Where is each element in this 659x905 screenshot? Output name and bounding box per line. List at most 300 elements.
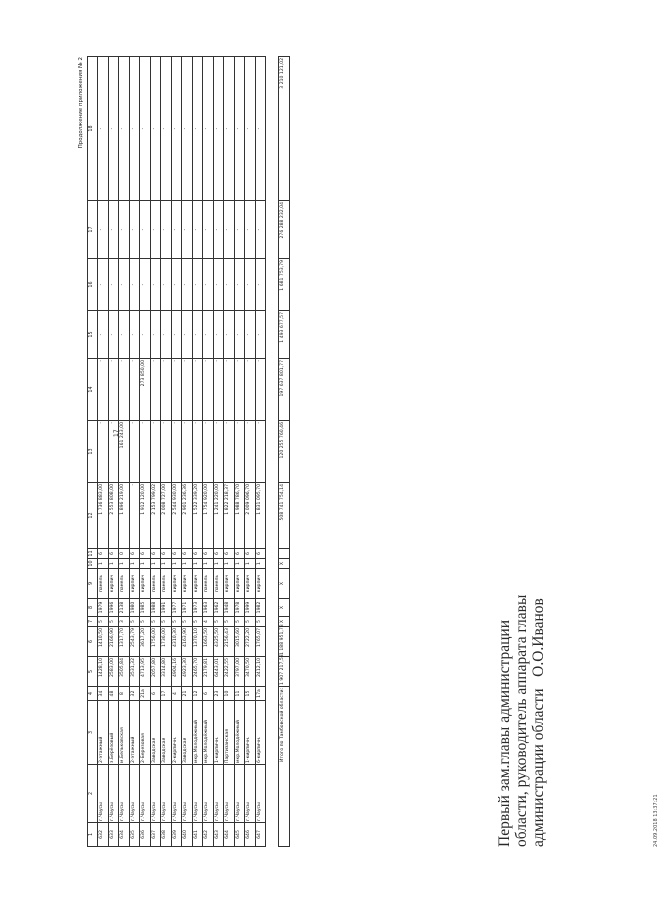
table-cell: 6 <box>255 549 266 559</box>
table-cell: 2583,00 <box>108 657 119 687</box>
table-cell: 5 <box>171 617 182 627</box>
table-cell: 6 <box>129 549 140 559</box>
table-cell: - <box>203 421 214 483</box>
table-cell: 645 <box>234 823 245 847</box>
table-cell: - <box>234 311 245 359</box>
table-cell: - <box>161 311 172 359</box>
table-cell: 17 <box>161 687 172 701</box>
table-cell: з.Берёзовый <box>108 701 119 765</box>
table-cell: 1-кирпичн. <box>245 701 256 765</box>
table-cell: 2 008 727,00 <box>161 483 172 549</box>
table-cell: - <box>213 57 224 201</box>
table-cell: - <box>161 421 172 483</box>
table-cell: кирпич <box>245 569 256 599</box>
table-cell: - <box>171 201 182 259</box>
table-cell: 2465,70 <box>192 657 203 687</box>
table-cell: 4 <box>171 687 182 701</box>
header-cell: 13 <box>88 421 98 483</box>
table-cell: 1978 <box>234 599 245 617</box>
table-cell: 2-этажный <box>129 701 140 765</box>
page-number: 17 <box>113 429 120 437</box>
table-cell: 3505,84 <box>119 657 130 687</box>
table-cell: - <box>203 201 214 259</box>
table-cell: 4713,95 <box>140 657 151 687</box>
table-cell: 1 522 339,20 <box>192 483 203 549</box>
table-cell: кирпич <box>140 569 151 599</box>
table-cell: - <box>98 421 109 483</box>
table-cell: 5 <box>234 617 245 627</box>
table-cell: 5 <box>150 617 161 627</box>
table-cell: - <box>213 421 224 483</box>
table-row <box>150 57 161 847</box>
table-cell: 17а <box>255 687 266 701</box>
table-cell: 4310,30 <box>171 627 182 657</box>
table-cell: кирпич <box>171 569 182 599</box>
table-cell: 1979 <box>98 599 109 617</box>
table-cell: - <box>203 259 214 311</box>
table-cell: 2179,81 <box>203 657 214 687</box>
table-cell: - <box>140 57 151 201</box>
table-cell: - <box>192 57 203 201</box>
header-cell: 1 <box>88 823 98 847</box>
table-cell: - <box>129 201 140 259</box>
total-label: Итого по Тамбовской области: <box>279 687 290 847</box>
table-cell: 5 <box>129 617 140 627</box>
table-cell: - <box>245 359 256 421</box>
table-cell: Заводская <box>161 701 172 765</box>
table-cell: 1 <box>192 559 203 569</box>
table-cell: 6-кирпичн. <box>255 701 266 765</box>
table-cell: 1971 <box>182 599 193 617</box>
header-cell: 4 <box>88 687 98 701</box>
table-cell: 2 009 096,70 <box>245 483 256 549</box>
table-cell: 1 241 220,00 <box>213 483 224 549</box>
table-cell: 6 <box>98 549 109 559</box>
table-cell: 1962 <box>213 599 224 617</box>
table-cell: - <box>161 359 172 421</box>
table-cell: 635 <box>129 823 140 847</box>
table-cell: 6 <box>245 549 256 559</box>
table-cell: - <box>171 421 182 483</box>
table-cell: 1 988 786,70 <box>234 483 245 549</box>
table-cell: - <box>119 311 130 359</box>
table-cell: - <box>171 259 182 311</box>
table-cell: 1973 <box>192 599 203 617</box>
table-cell: 48 <box>108 687 119 701</box>
table-cell: 1410,50 <box>98 627 109 657</box>
table-cell: - <box>129 57 140 201</box>
header-cell: 17 <box>88 201 98 259</box>
header-cell: 12 <box>88 483 98 549</box>
table-cell: - <box>171 359 182 421</box>
table-cell: 34 <box>98 687 109 701</box>
table-cell: - <box>234 359 245 421</box>
table-cell: 3797,00 <box>234 657 245 687</box>
table-cell: - <box>108 359 119 421</box>
table-cell: 1 <box>140 559 151 569</box>
table-cell: 639 <box>171 823 182 847</box>
table-row <box>108 57 119 847</box>
table-cell: 2138 <box>119 599 130 617</box>
table-cell: г.Чаусы <box>119 765 130 823</box>
table-cell: 642 <box>203 823 214 847</box>
table-cell: кирпич <box>234 569 245 599</box>
table-cell: г.Чаусы <box>234 765 245 823</box>
table-cell: кирпич <box>129 569 140 599</box>
total-row <box>279 57 290 847</box>
table-cell: 1 <box>224 559 235 569</box>
table-cell: 6 <box>171 549 182 559</box>
table-cell: панель <box>213 569 224 599</box>
table-cell: 1980 <box>129 599 140 617</box>
table-cell: - <box>129 311 140 359</box>
table-cell: - <box>245 259 256 311</box>
header-cell: 9 <box>88 569 98 599</box>
table-cell: 161 243,00 <box>119 421 130 483</box>
table-cell: г.Чаусы <box>255 765 266 823</box>
table-cell: 5 <box>108 617 119 627</box>
table-cell: 1963 <box>203 599 214 617</box>
table-cell: 2 544 930,00 <box>171 483 182 549</box>
table-cell: - <box>108 57 119 201</box>
table-cell: 1985 <box>140 599 151 617</box>
table-cell: - <box>119 259 130 311</box>
table-cell: - <box>150 359 161 421</box>
table-row <box>161 57 172 847</box>
table-cell: 2057,80 <box>150 657 161 687</box>
table-cell: Заводская <box>182 701 193 765</box>
table-cell: 638 <box>161 823 172 847</box>
table-cell: 633 <box>108 823 119 847</box>
table-cell: 5 <box>140 617 151 627</box>
total-cell: X <box>279 617 290 627</box>
table-cell: - <box>234 259 245 311</box>
table-cell: - <box>192 359 203 421</box>
table-cell: - <box>182 421 193 483</box>
table-cell: - <box>224 311 235 359</box>
table-cell: - <box>255 359 266 421</box>
table-cell: - <box>98 259 109 311</box>
header-cell: 10 <box>88 559 98 569</box>
table-cell: 6 <box>213 549 224 559</box>
table-cell: 1428,10 <box>98 657 109 687</box>
table-cell: - <box>255 259 266 311</box>
table-cell: г.Чаусы <box>171 765 182 823</box>
header-cell: 14 <box>88 359 98 421</box>
table-cell: г.Чаусы <box>224 765 235 823</box>
table-cell: 6 <box>203 687 214 701</box>
table-cell: 2-этажный <box>98 701 109 765</box>
table-cell: Партизанская <box>224 701 235 765</box>
table-cell: г.Чаусы <box>161 765 172 823</box>
table-cell: - <box>129 483 140 549</box>
table-cell: 1996 <box>108 599 119 617</box>
signature-line-3 <box>530 595 547 847</box>
table-cell: 1370,10 <box>192 627 203 657</box>
table-cell: панель <box>150 569 161 599</box>
table-cell: 6 <box>108 549 119 559</box>
table-cell: г.Чаусы <box>98 765 109 823</box>
table-cell: 3314,80 <box>161 657 172 687</box>
table-cell: 6 <box>150 687 161 701</box>
table-cell: 4 <box>203 617 214 627</box>
table-cell: 21а <box>140 687 151 701</box>
table-cell: - <box>224 57 235 201</box>
table-cell: г.Чаусы <box>129 765 140 823</box>
table-row <box>119 57 130 847</box>
table-cell: мкр.Молодёжный <box>203 701 214 765</box>
total-cell: 1 907 217,53 <box>279 657 290 687</box>
table-cell: 1 <box>150 559 161 569</box>
table-cell: 2166,90 <box>108 627 119 657</box>
header-cell: 3 <box>88 701 98 765</box>
header-cell: 7 <box>88 617 98 627</box>
table-cell: - <box>140 201 151 259</box>
table-cell: 1 <box>98 559 109 569</box>
table-cell: 2 901 236,36 <box>182 483 193 549</box>
table-cell: - <box>119 57 130 201</box>
table-cell: кирпич <box>192 569 203 599</box>
table-cell: - <box>234 421 245 483</box>
table-cell: - <box>98 57 109 201</box>
table-cell: 1756,00 <box>150 627 161 657</box>
spacer-row <box>266 57 279 847</box>
header-cell: 16 <box>88 259 98 311</box>
table-row <box>182 57 193 847</box>
table-cell: г.Чаусы <box>213 765 224 823</box>
signature-name: О.О.Иванов <box>530 598 547 677</box>
header-cell: 8 <box>88 599 98 617</box>
table-cell: 6 <box>182 549 193 559</box>
table-cell: - <box>213 201 224 259</box>
table-cell: 1 <box>234 559 245 569</box>
table-cell: панель <box>98 569 109 599</box>
table-cell: - <box>150 57 161 201</box>
table-cell: - <box>224 421 235 483</box>
table-cell: 21 <box>182 687 193 701</box>
table-cell: 4163,90 <box>182 627 193 657</box>
header-cell: 5 <box>88 657 98 687</box>
table-cell: 636 <box>140 823 151 847</box>
table-cell: 273 850,00 <box>140 359 151 421</box>
total-cell: 3 210 121,02 <box>279 57 290 201</box>
table-cell: 5 <box>224 617 235 627</box>
table-cell: - <box>161 57 172 201</box>
table-cell: - <box>108 201 119 259</box>
table-cell: 2156,43 <box>224 627 235 657</box>
table-cell: 5 <box>161 617 172 627</box>
table-cell: - <box>119 359 130 421</box>
table-cell: 2722,20 <box>245 627 256 657</box>
table-cell: 2 153 799,02 <box>150 483 161 549</box>
table-cell: - <box>150 259 161 311</box>
table-cell: - <box>108 259 119 311</box>
table-cell: - <box>234 57 245 201</box>
table-cell: - <box>182 311 193 359</box>
table-cell: мкр.Молодёжный <box>192 701 203 765</box>
table-cell: 6 <box>224 549 235 559</box>
table-row <box>255 57 266 847</box>
table-cell: 8 <box>119 687 130 701</box>
table-cell: 4325,50 <box>213 627 224 657</box>
table-cell: - <box>245 421 256 483</box>
table-cell: 1317,70 <box>119 627 130 657</box>
table-cell: - <box>140 311 151 359</box>
table-cell: - <box>98 201 109 259</box>
table-cell: 643 <box>213 823 224 847</box>
table-cell: 1 <box>161 559 172 569</box>
table-row <box>234 57 245 847</box>
table-cell: 1 754 920,00 <box>203 483 214 549</box>
table-cell: - <box>182 359 193 421</box>
table-cell: - <box>161 201 172 259</box>
table-cell: 10 <box>224 687 235 701</box>
table-cell: 1 896 219,00 <box>119 483 130 549</box>
table-cell: 3531,32 <box>129 657 140 687</box>
table-cell: - <box>255 57 266 201</box>
table-row <box>140 57 151 847</box>
table-cell: - <box>182 57 193 201</box>
table-row <box>213 57 224 847</box>
table-cell: - <box>245 57 256 201</box>
table-cell: - <box>224 359 235 421</box>
table-cell: - <box>171 57 182 201</box>
table-cell: 6 <box>150 549 161 559</box>
header-cell: 11 <box>88 549 98 559</box>
table-cell: - <box>119 201 130 259</box>
total-cell: 1 188 951,78 <box>279 627 290 657</box>
table-cell: 1 831 095,70 <box>255 483 266 549</box>
table-cell: - <box>98 311 109 359</box>
table-cell: мкр.Молодёжный <box>234 701 245 765</box>
table-cell: - <box>182 259 193 311</box>
table-cell: - <box>108 421 119 483</box>
total-cell: X <box>279 569 290 599</box>
total-cell: 508 741 754,14 <box>279 483 290 549</box>
table-cell: 6 <box>234 549 245 559</box>
table-cell: 15 <box>245 687 256 701</box>
table-cell: 6 <box>192 549 203 559</box>
table-cell: 1 <box>108 559 119 569</box>
signature-line-2: области, руководитель аппарата главы <box>513 594 530 847</box>
total-cell: X <box>279 559 290 569</box>
table-cell: 5 <box>192 617 203 627</box>
table-cell: 11 <box>234 687 245 701</box>
table-cell: 644 <box>224 823 235 847</box>
table-cell: г.Чаусы <box>182 765 193 823</box>
total-cell <box>279 549 290 559</box>
table-cell: 1-кирпичн. <box>213 701 224 765</box>
table-cell: 1982 <box>255 599 266 617</box>
table-cell: - <box>129 259 140 311</box>
total-cell: 276 288 232,04 <box>279 201 290 259</box>
table-cell: 5 <box>245 617 256 627</box>
table-cell: - <box>182 201 193 259</box>
table-cell: - <box>192 201 203 259</box>
table-cell: 1977 <box>171 599 182 617</box>
table-cell: г.Чаусы <box>203 765 214 823</box>
table-cell: 3015,60 <box>234 627 245 657</box>
table-cell: г.Чаусы <box>108 765 119 823</box>
table-cell: Заводская <box>150 701 161 765</box>
table-cell: 640 <box>182 823 193 847</box>
table-cell: - <box>245 311 256 359</box>
table-cell: 6 <box>161 549 172 559</box>
table-cell: - <box>192 311 203 359</box>
table-cell: - <box>203 57 214 201</box>
table-cell: - <box>245 201 256 259</box>
header-cell: 2 <box>88 765 98 823</box>
table-cell: - <box>224 201 235 259</box>
table-row <box>203 57 214 847</box>
table-cell: - <box>213 359 224 421</box>
table-cell: 4904,16 <box>171 657 182 687</box>
table-cell: - <box>203 311 214 359</box>
table-cell: кирпич <box>182 569 193 599</box>
table-cell: 1 <box>182 559 193 569</box>
signature-title: администрации области <box>530 688 547 847</box>
table-row <box>192 57 203 847</box>
table-cell: 1 <box>129 559 140 569</box>
table-cell: - <box>150 311 161 359</box>
register-table <box>87 56 290 847</box>
total-cell: 1 493 677,57 <box>279 311 290 359</box>
table-cell: 0 <box>119 549 130 559</box>
table-cell: 1948 <box>224 599 235 617</box>
table-row <box>129 57 140 847</box>
table-cell: - <box>224 259 235 311</box>
table-cell: панель <box>119 569 130 599</box>
table-cell: кирпич <box>224 569 235 599</box>
table-cell: 4923,30 <box>182 657 193 687</box>
header-cell: 15 <box>88 311 98 359</box>
total-cell: 120 255 760,46 <box>279 421 290 483</box>
table-cell: 6 <box>140 549 151 559</box>
table-cell: кирпич <box>108 569 119 599</box>
continuation-label: Продолжение приложения № 2 <box>78 57 84 149</box>
table-cell: 1 <box>119 559 130 569</box>
header-cell: 6 <box>88 627 98 657</box>
table-cell: панель <box>203 569 214 599</box>
table-cell: 3617,20 <box>140 627 151 657</box>
table-cell: - <box>108 311 119 359</box>
table-cell: 1991 <box>161 599 172 617</box>
table-cell: 632 <box>98 823 109 847</box>
table-cell: - <box>140 259 151 311</box>
table-cell: 1 <box>255 559 266 569</box>
table-cell: - <box>171 311 182 359</box>
table-cell: 2422,55 <box>224 657 235 687</box>
table-cell: 1 912 120,00 <box>140 483 151 549</box>
table-cell: 6 <box>203 549 214 559</box>
table-row <box>245 57 256 847</box>
header-row <box>88 57 98 847</box>
table-cell: 1 736 883,00 <box>98 483 109 549</box>
table-cell: 2-кирпичн. <box>171 701 182 765</box>
signature-block <box>496 595 547 847</box>
table-cell: г.Чаусы <box>245 765 256 823</box>
signature-line-1: Первый зам.главы администрации <box>496 619 513 847</box>
table-cell: 2-Березовая <box>140 701 151 765</box>
table-cell: - <box>129 421 140 483</box>
table-cell: 1 <box>213 559 224 569</box>
table-cell: 1 <box>203 559 214 569</box>
table-cell: 5 <box>213 617 224 627</box>
table-cell: - <box>129 359 140 421</box>
table-row <box>224 57 235 847</box>
table-cell: - <box>255 201 266 259</box>
table-cell: 3 <box>119 617 130 627</box>
